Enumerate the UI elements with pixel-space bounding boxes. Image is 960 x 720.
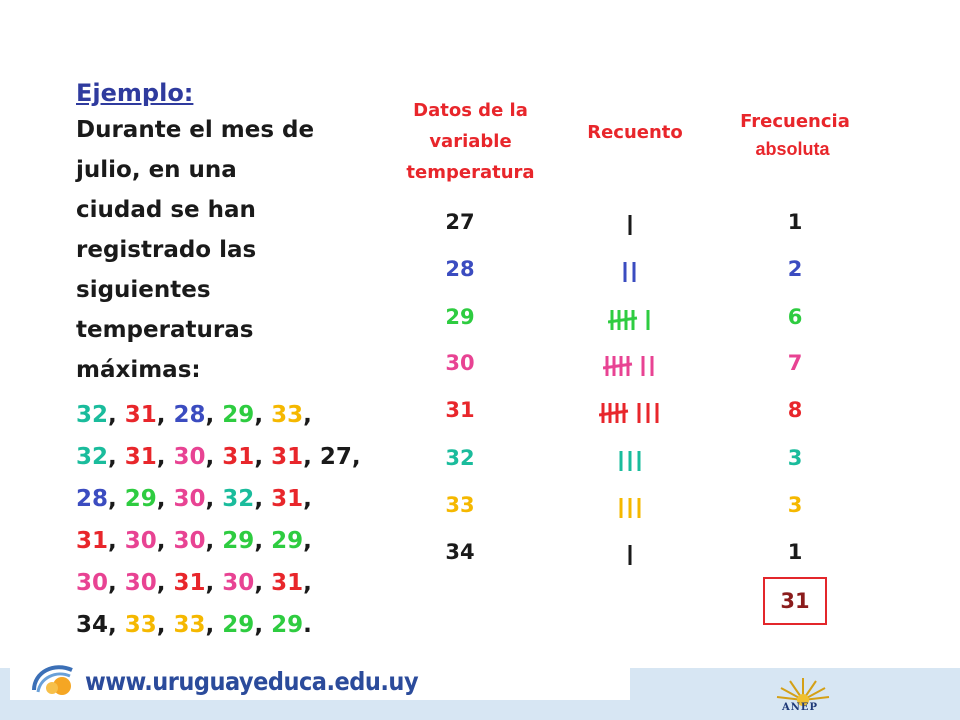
separator: , — [156, 402, 174, 428]
tally-cell — [585, 542, 685, 573]
temperature-value: 29 — [222, 402, 255, 428]
tally-cell — [585, 448, 685, 479]
frequency-cell: 3 — [787, 446, 803, 470]
separator: , — [205, 612, 223, 638]
separator: , — [108, 444, 125, 470]
separator: , — [156, 528, 174, 554]
temperature-cell: 27 — [445, 210, 475, 234]
separator: , — [254, 570, 272, 596]
example-heading: Ejemplo: — [76, 79, 194, 107]
separator: , — [108, 612, 125, 638]
tally-marks — [599, 400, 672, 426]
temperature-value: 30 — [222, 570, 255, 596]
separator: , — [303, 528, 312, 554]
header-recuento: Recuento — [587, 122, 683, 143]
tally-cell — [585, 307, 685, 338]
header-datos-line: variable — [429, 131, 512, 152]
frequency-cell: 1 — [787, 210, 803, 234]
temperature-line — [76, 520, 366, 562]
paragraph-line: Durante el mes de — [76, 117, 315, 143]
temperature-value: 33 — [124, 612, 157, 638]
tally-marks — [617, 448, 654, 474]
separator: , — [156, 444, 174, 470]
temperature-line — [76, 562, 366, 604]
temperature-value: 31 — [124, 444, 157, 470]
tally-cell — [585, 353, 685, 384]
separator: , — [303, 444, 320, 470]
temperature-value: 31 — [222, 444, 255, 470]
separator: , — [351, 444, 361, 470]
tally-cell — [585, 212, 685, 243]
temperature-cell: 29 — [445, 305, 475, 329]
uruguayeduca-logo-icon — [28, 656, 80, 700]
separator: , — [156, 612, 174, 638]
frequency-cell: 3 — [787, 493, 803, 517]
tally-marks — [617, 495, 654, 521]
temperature-value: 31 — [173, 570, 206, 596]
temperature-value: 29 — [222, 528, 255, 554]
temperature-value: 28 — [173, 402, 206, 428]
separator: , — [303, 486, 312, 512]
temperature-value: 29 — [124, 486, 157, 512]
temperature-value: 29 — [271, 528, 304, 554]
example-paragraph — [76, 110, 366, 390]
temperature-cell: 28 — [445, 257, 475, 281]
separator: , — [205, 444, 223, 470]
paragraph-line: ciudad se han — [76, 197, 256, 223]
paragraph-line: julio, en una — [76, 157, 237, 183]
temperature-value: 30 — [173, 528, 206, 554]
temperature-value: 27 — [319, 444, 352, 470]
temperature-value: 30 — [124, 528, 157, 554]
temperature-value: 31 — [271, 444, 304, 470]
temperature-line — [76, 436, 366, 478]
example-text-block — [76, 78, 366, 646]
header-absoluta: absoluta — [735, 136, 850, 162]
separator: , — [254, 528, 272, 554]
separator: , — [156, 570, 174, 596]
temperature-value: 31 — [271, 570, 304, 596]
header-datos-line: Datos de la — [413, 100, 528, 121]
separator: , — [108, 486, 125, 512]
frequency-cell: 8 — [787, 398, 803, 422]
tally-cell — [585, 400, 685, 431]
anep-label: ANEP — [782, 702, 819, 713]
temperature-value: 30 — [173, 444, 206, 470]
temperature-value: 32 — [76, 444, 109, 470]
temperature-value: 31 — [271, 486, 304, 512]
paragraph-line: máximas: — [76, 357, 201, 383]
header-datos — [388, 95, 553, 188]
tally-marks — [626, 212, 645, 238]
tally-cell — [585, 259, 685, 290]
temperature-value: 29 — [271, 612, 304, 638]
frequency-cell: 6 — [787, 305, 803, 329]
separator: , — [254, 612, 272, 638]
temperature-value: 30 — [76, 570, 109, 596]
temperature-value: 34 — [76, 612, 109, 638]
separator: , — [108, 570, 125, 596]
tally-marks — [621, 259, 649, 285]
tally-cell — [585, 495, 685, 526]
separator: , — [254, 402, 272, 428]
temperature-value: 30 — [124, 570, 157, 596]
separator: , — [254, 486, 272, 512]
frequency-cell: 2 — [787, 257, 803, 281]
temperature-value: 33 — [271, 402, 304, 428]
temperature-value: 32 — [222, 486, 255, 512]
header-frecuencia: Frecuencia — [740, 111, 850, 132]
separator: , — [205, 486, 223, 512]
temperature-cell: 32 — [445, 446, 475, 470]
tally-marks — [603, 353, 667, 379]
temperature-value: 31 — [124, 402, 157, 428]
temperature-value: 30 — [173, 486, 206, 512]
paragraph-line: temperaturas — [76, 317, 254, 343]
temperature-line — [76, 604, 366, 646]
temperature-cell: 34 — [445, 540, 475, 564]
header-datos-line: temperatura — [406, 162, 535, 183]
separator: , — [108, 402, 125, 428]
temperature-value: 29 — [222, 612, 255, 638]
paragraph-line: siguientes — [76, 277, 211, 303]
separator: , — [254, 444, 272, 470]
frequency-cell: 1 — [787, 540, 803, 564]
separator: , — [205, 528, 223, 554]
temperature-value: 33 — [173, 612, 206, 638]
total-frequency: 31 — [763, 577, 827, 625]
paragraph-line: registrado las — [76, 237, 257, 263]
separator: , — [303, 402, 312, 428]
tally-marks — [626, 542, 645, 568]
separator: , — [205, 402, 223, 428]
tally-marks — [608, 307, 663, 333]
frequency-cell: 7 — [787, 351, 803, 375]
temperature-value: 31 — [76, 528, 109, 554]
footer-url: www.uruguayeduca.edu.uy — [85, 667, 419, 696]
temperature-cell: 31 — [445, 398, 475, 422]
separator: , — [303, 570, 312, 596]
separator: , — [205, 570, 223, 596]
temperature-cell: 30 — [445, 351, 475, 375]
temperature-list — [76, 394, 366, 646]
temperature-value: 32 — [76, 402, 109, 428]
temperature-value: 28 — [76, 486, 109, 512]
separator: , — [108, 528, 125, 554]
separator: . — [303, 612, 312, 638]
temperature-line — [76, 394, 366, 436]
temperature-line — [76, 478, 366, 520]
temperature-cell: 33 — [445, 493, 475, 517]
separator: , — [156, 486, 174, 512]
